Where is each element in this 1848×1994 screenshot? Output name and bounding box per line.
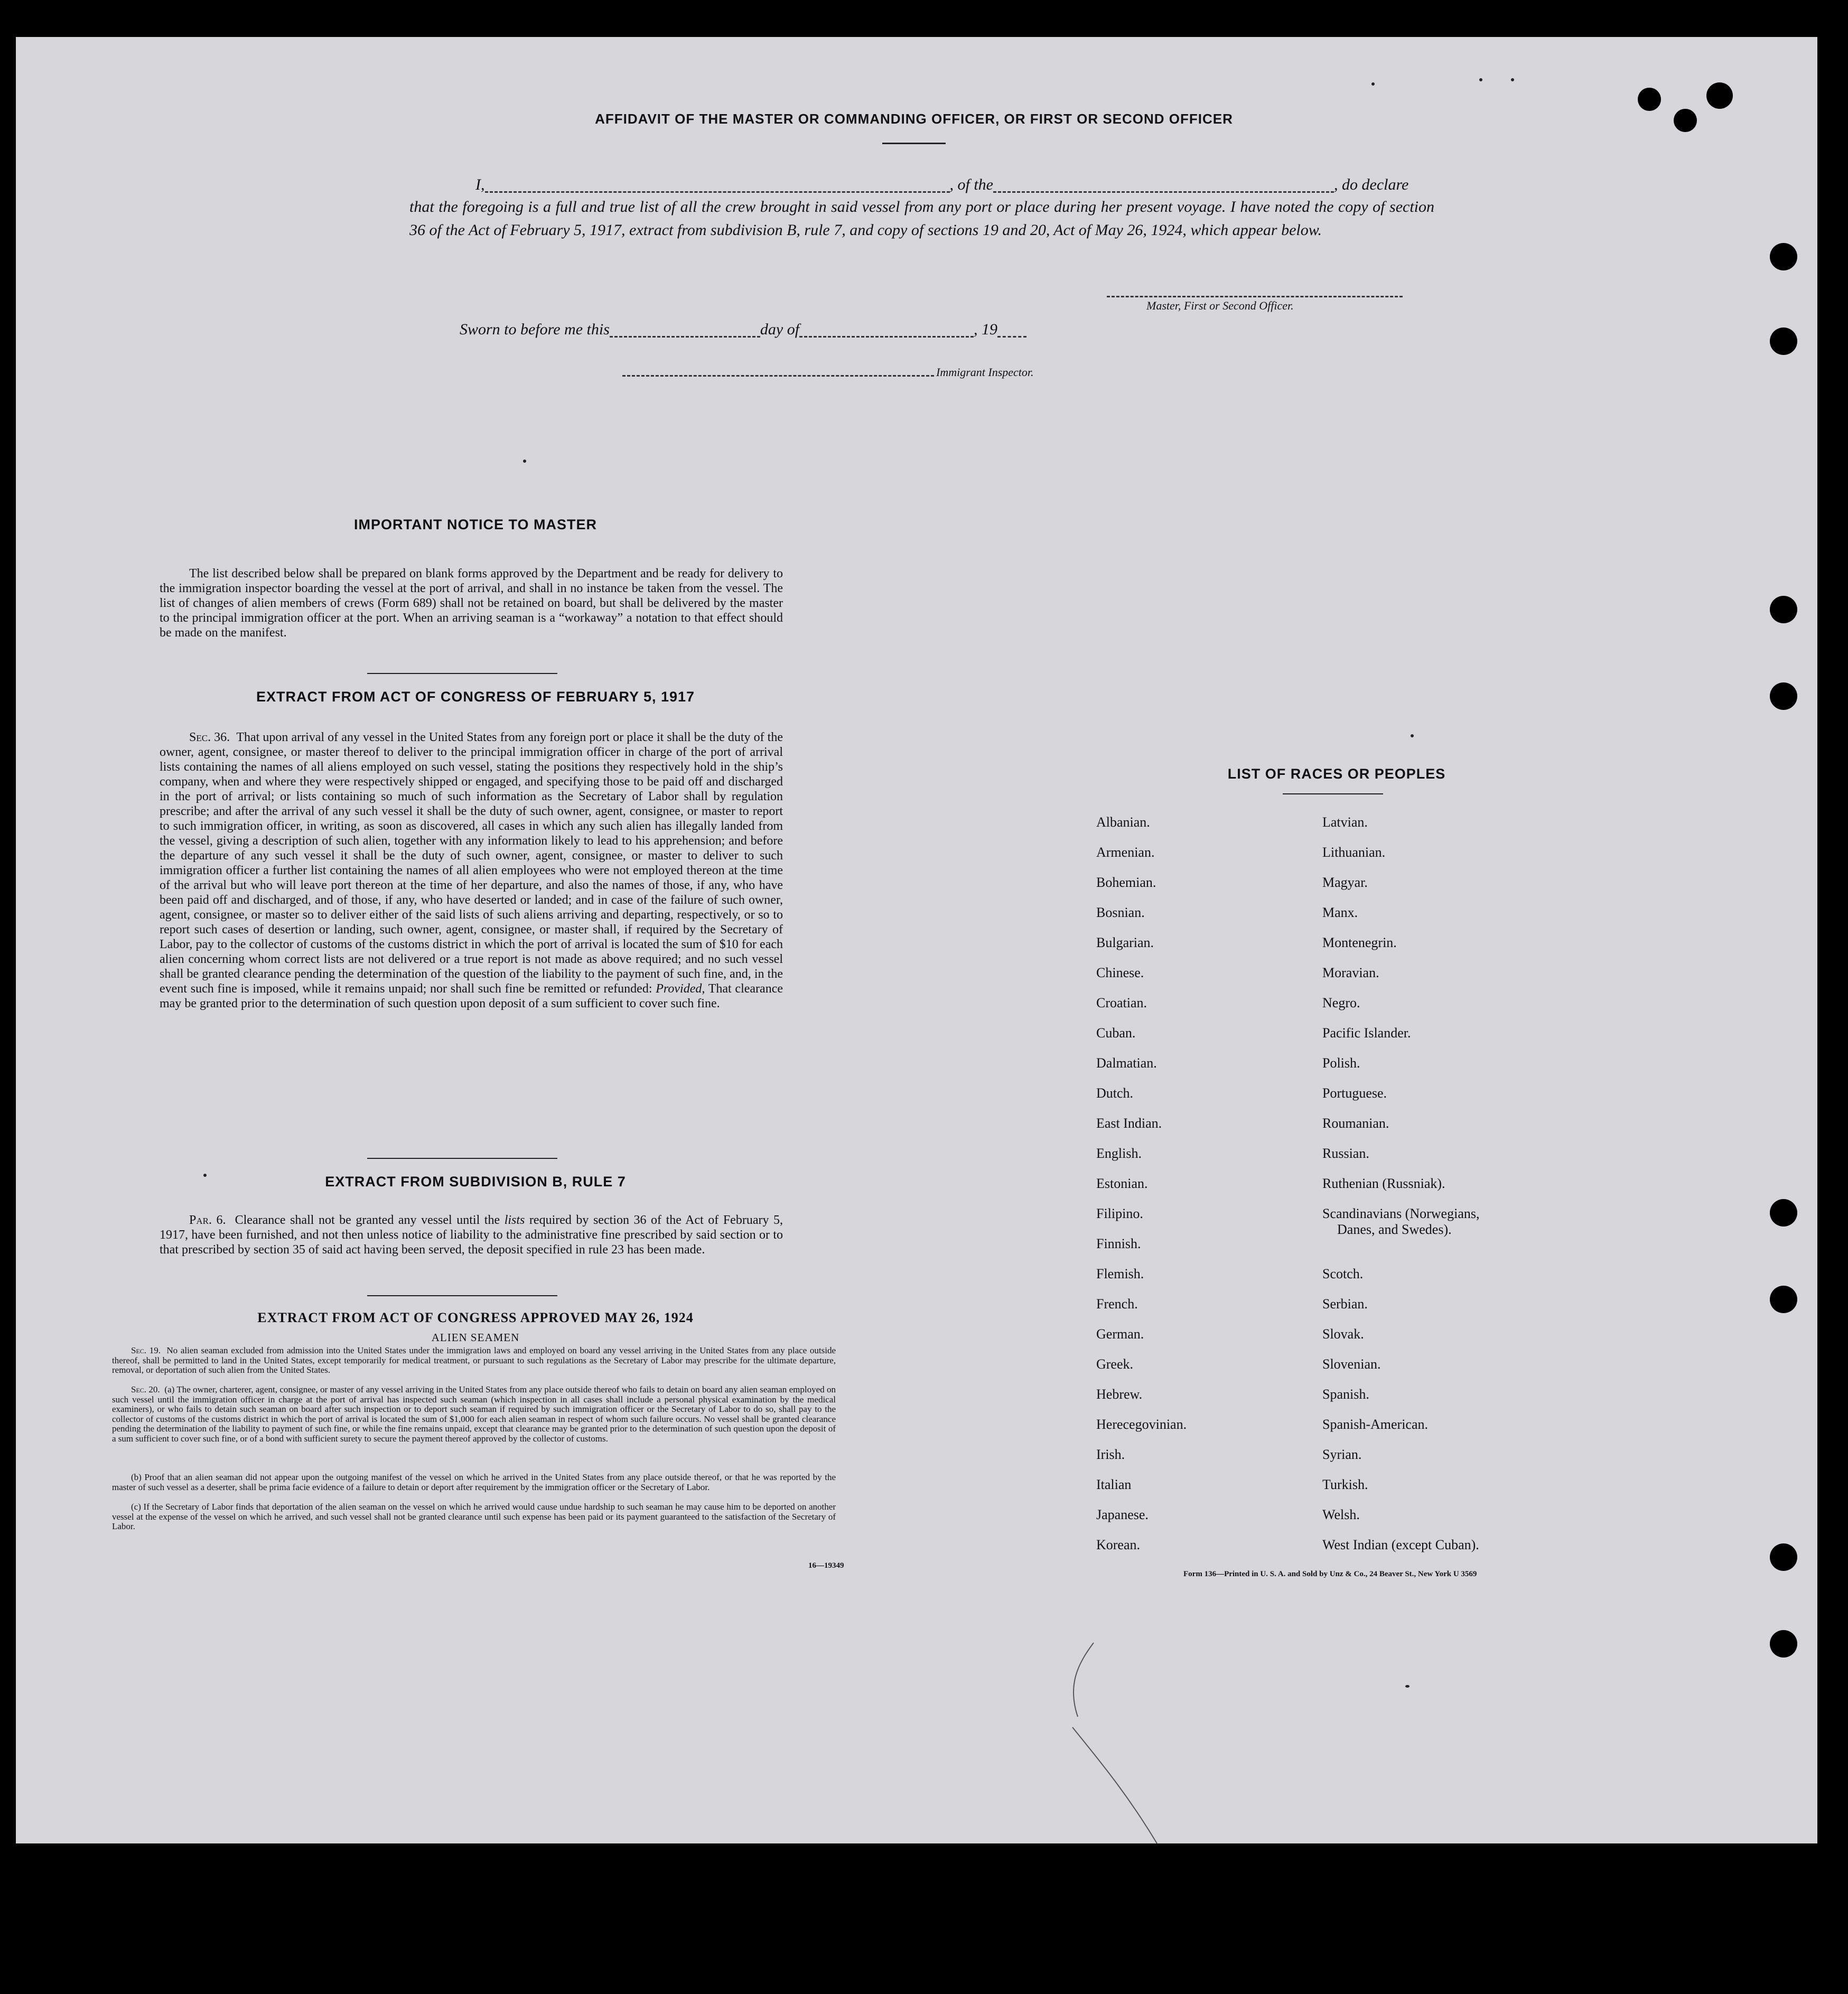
speck bbox=[1405, 1685, 1410, 1688]
punch-hole bbox=[1770, 1286, 1797, 1313]
speck bbox=[1371, 82, 1375, 86]
act-1924-sec-19: Sec. 19. No alien seaman excluded from admission into the United States under the immigration laws and employed on board any vessel arriving in the United States from any place outside thereof, shall be permitted to land in the United States, except temporarily for medical treatment, or pursuant to such regulations as the Secretary of Labor may prescribe for the ultimate departure, removal, or deportation of such alien from the United States. bbox=[112, 1345, 836, 1375]
races-title: LIST OF RACES OR PEOPLES bbox=[1227, 766, 1446, 782]
race-item: French. bbox=[1096, 1296, 1138, 1312]
act-1924-sec-20c: (c) If the Secretary of Labor finds that deportation of the alien seaman on the vessel on which he arrived would cause undue hardship to such seaman he may cause him to be deported on another vessel at the expense of the vessel on which he arrived, and such vessel shall not be granted clearance until such expense has been paid or its payment guaranteed to the satisfaction of the Secretary of Labor. bbox=[112, 1502, 836, 1531]
name-blank[interactable] bbox=[485, 180, 950, 193]
race-item: Ruthenian (Russniak). bbox=[1322, 1176, 1445, 1191]
affidavit-title: AFFIDAVIT OF THE MASTER OR COMMANDING OFFICER, OR FIRST OR SECOND OFFICER bbox=[595, 111, 1233, 127]
scratch-mark bbox=[1062, 1632, 1183, 1843]
act-1924-sec-20a: Sec. 20. (a) The owner, charterer, agent, consignee, or master of any vessel arriving in the United States from any place outside thereof who fails to detain on board any alien seaman employed on such vessel until the immigration officer in charge at the port of arrival has inspected such seaman (which inspection in all cases shall include a personal physical examination by the medical examiners), or who fails to detain such seaman on board after such inspection or to deport such seaman if required by such immigration officer or the Secretary of Labor to do so, shall pay to the collector of customs of the customs district in which the port of arrival is located the sum of $1,000 for each alien seaman in respect of whom such failure occurs. No vessel shall be granted clearance pending the determination of the liability to payment of such fine, or while the fine remains unpaid, except that clearance may be granted prior to the determination of such question upon the deposit of a sum sufficient to cover such fine, or of a bond with sufficient surety to secure the payment thereof approved by the collector of customs. bbox=[112, 1384, 836, 1444]
punch-hole bbox=[1770, 682, 1797, 710]
inspector-signature-line[interactable] bbox=[622, 375, 934, 377]
speck bbox=[523, 460, 526, 463]
race-item: Welsh. bbox=[1322, 1507, 1360, 1522]
race-item: Japanese. bbox=[1096, 1507, 1149, 1522]
punch-hole bbox=[1638, 88, 1661, 111]
race-item: Finnish. bbox=[1096, 1236, 1141, 1251]
act-1924-title: EXTRACT FROM ACT OF CONGRESS APPROVED MAY 26, 1924 bbox=[257, 1310, 694, 1325]
race-item: West Indian (except Cuban). bbox=[1322, 1537, 1479, 1552]
punch-hole bbox=[1770, 1199, 1797, 1227]
race-item: Magyar. bbox=[1322, 875, 1368, 890]
inspector-caption: Immigrant Inspector. bbox=[936, 366, 1034, 379]
race-item: Bulgarian. bbox=[1096, 935, 1154, 950]
race-item: Latvian. bbox=[1322, 815, 1368, 830]
race-item: Spanish-American. bbox=[1322, 1417, 1429, 1432]
race-item: Croatian. bbox=[1096, 995, 1147, 1010]
punch-hole bbox=[1770, 243, 1797, 270]
race-item: German. bbox=[1096, 1326, 1144, 1342]
punch-hole bbox=[1770, 1543, 1797, 1571]
race-item: Serbian. bbox=[1322, 1296, 1368, 1312]
act-1924-subtitle: ALIEN SEAMEN bbox=[431, 1331, 520, 1344]
extract-1917-body: Sec. 36. That upon arrival of any vessel in the United States from any foreign port or place it shall be the duty of the owner, agent, consignee, or master thereof to deliver to the principal immigration officer in charge of the port of arrival lists containing the names of all aliens employed on such vessel, stating the positions they respectively hold in the ship’s company, when and where they were respectively shipped or engaged, and specifying those to be paid off and discharged in the port of arrival; or lists containing so much of such information as the Secretary of Labor shall by regulation prescribe; and after the arrival of any such vessel it shall be the duty of such owner, agent, consignee, or master to report to such immigration officer, in writing, as soon as discovered, all cases in which any such alien has illegally landed from the vessel, giving a description of such alien, together with any information likely to lead to his apprehension; and before the departure of any such vessel it shall be the duty of such owner, agent, consignee, or master to deliver to such immigration officer a further list containing the names of all alien employees who were not employed thereon at the time of the arrival but who will leave port thereon at the time of her departure, and also the names of those, if any, who have been paid off and discharged, and of those, if any, who have deserted or landed; and in case of the failure of such owner, agent, consignee, or master so to deliver either of the said lists of such aliens arriving and departing, respectively, or so to report such cases of desertion or landing, such owner, agent, consignee, or master shall, if required by the Secretary of Labor, pay to the collector of customs of the customs district in which the port of arrival is located the sum of $10 for each alien concerning whom correct lists are not delivered or a true report is not made as above required; and no such vessel shall be granted clearance pending the determination of the question of the liability to the payment of such fine, and, in the event such fine is imposed, while it remains unpaid; nor shall such fine be remitted or refunded: Provided, That clearance may be granted prior to the determination of such question upon deposit of a sum sufficient to cover such fine. bbox=[160, 731, 783, 1010]
race-item: Scotch. bbox=[1322, 1266, 1364, 1281]
sworn-month-blank[interactable] bbox=[799, 324, 974, 338]
sworn-day-blank[interactable] bbox=[610, 324, 760, 338]
title-rule bbox=[882, 143, 946, 144]
notice-body: The list described below shall be prepared on blank forms approved by the Department and be ready for delivery to the immigration inspector boarding the vessel at the port of arrival, and shall in no instance be taken from the vessel. The list of changes of alien members of crews (Form 689) shall not be retained on board, but shall be delivered by the master to the principal immigration officer at the port. When an arriving seaman is a “workaway” a notation to that effect should be made on the manifest. bbox=[160, 567, 783, 640]
affidavit-body: that the foregoing is a full and true list of all the crew brought in said vessel from any port or place during her present voyage. I have noted the copy of section 36 of the Act of February 5, 1917, extract from subdivision B, rule 7, and copy of sections 19 and 20, Act of May 26, 1924, which appear below. bbox=[409, 198, 1434, 239]
race-item: Bosnian. bbox=[1096, 905, 1145, 920]
speck bbox=[1411, 734, 1414, 737]
race-item: Syrian. bbox=[1322, 1447, 1362, 1462]
sworn-year-blank[interactable] bbox=[997, 324, 1026, 338]
speck bbox=[1479, 78, 1482, 81]
race-item: Slovak. bbox=[1322, 1326, 1364, 1342]
section-rule bbox=[367, 673, 557, 674]
race-item: Portuguese. bbox=[1322, 1085, 1387, 1101]
affidavit-declaration-line: I, , of the , do declare bbox=[475, 176, 1409, 193]
punch-hole bbox=[1770, 596, 1797, 623]
race-item: Negro. bbox=[1322, 995, 1360, 1010]
race-item: Armenian. bbox=[1096, 845, 1155, 860]
race-item: Bohemian. bbox=[1096, 875, 1156, 890]
race-item: East Indian. bbox=[1096, 1116, 1162, 1131]
punch-hole bbox=[1770, 1630, 1797, 1658]
punch-hole bbox=[1770, 327, 1797, 355]
sworn-line: Sworn to before me this day of , 19 bbox=[460, 318, 1146, 341]
section-rule bbox=[367, 1295, 557, 1296]
race-item: Polish. bbox=[1322, 1055, 1360, 1071]
signature-line[interactable] bbox=[1107, 296, 1403, 297]
race-item: Filipino. bbox=[1096, 1206, 1143, 1221]
section-rule bbox=[367, 1158, 557, 1159]
form-code: 16—19349 bbox=[808, 1561, 844, 1570]
speck bbox=[203, 1174, 207, 1177]
signature-caption: Master, First or Second Officer. bbox=[1146, 299, 1294, 312]
race-item: Korean. bbox=[1096, 1537, 1141, 1552]
punch-hole bbox=[1706, 82, 1733, 109]
race-item: Estonian. bbox=[1096, 1176, 1148, 1191]
race-item: Herecegovinian. bbox=[1096, 1417, 1187, 1432]
race-item: Flemish. bbox=[1096, 1266, 1144, 1281]
race-item: Irish. bbox=[1096, 1447, 1125, 1462]
vessel-blank[interactable] bbox=[993, 180, 1334, 193]
race-item: Greek. bbox=[1096, 1356, 1134, 1372]
notice-title: IMPORTANT NOTICE TO MASTER bbox=[354, 517, 597, 532]
race-item: Scandinavians (Norwegians, bbox=[1322, 1206, 1480, 1221]
race-item: English. bbox=[1096, 1146, 1142, 1161]
race-item: Pacific Islander. bbox=[1322, 1025, 1411, 1041]
race-item: Slovenian. bbox=[1322, 1356, 1381, 1372]
race-item: Chinese. bbox=[1096, 965, 1144, 980]
race-item: Cuban. bbox=[1096, 1025, 1136, 1041]
document-page bbox=[16, 37, 1817, 1843]
extract-1917-title: EXTRACT FROM ACT OF CONGRESS OF FEBRUARY 5, 1917 bbox=[256, 689, 695, 705]
race-item: Russian. bbox=[1322, 1146, 1369, 1161]
race-item: Danes, and Swedes). bbox=[1337, 1222, 1452, 1237]
form-imprint: Form 136—Printed in U. S. A. and Sold by Unz & Co., 24 Beaver St., New York U 3569 bbox=[1183, 1570, 1477, 1578]
rule-7-body: Par. 6. Clearance shall not be granted any vessel until the lists required by section 36 of the Act of February 5, 1917, have been furnished, and not then unless notice of liability to the administrative fine prescribed by said section or to that prescribed by section 35 of said act having been served, the deposit specified in rule 23 has been made. bbox=[160, 1213, 783, 1257]
rule-7-title: EXTRACT FROM SUBDIVISION B, RULE 7 bbox=[325, 1174, 626, 1190]
race-item: Moravian. bbox=[1322, 965, 1379, 980]
race-item: Lithuanian. bbox=[1322, 845, 1386, 860]
race-item: Turkish. bbox=[1322, 1477, 1368, 1492]
race-item: Dalmatian. bbox=[1096, 1055, 1157, 1071]
race-item: Dutch. bbox=[1096, 1085, 1134, 1101]
race-item: Italian bbox=[1096, 1477, 1132, 1492]
race-item: Montenegrin. bbox=[1322, 935, 1397, 950]
races-title-rule bbox=[1283, 793, 1383, 794]
race-item: Hebrew. bbox=[1096, 1387, 1143, 1402]
speck bbox=[1511, 78, 1514, 81]
race-item: Albanian. bbox=[1096, 815, 1150, 830]
race-item: Spanish. bbox=[1322, 1387, 1369, 1402]
race-item: Manx. bbox=[1322, 905, 1358, 920]
race-item: Roumanian. bbox=[1322, 1116, 1389, 1131]
act-1924-sec-20b: (b) Proof that an alien seaman did not appear upon the outgoing manifest of the vessel on which he arrived in the United States from any place outside thereof, or that he was reported by the master of such vessel as a deserter, shall be prima facie evidence of a failure to detain or deport after requirement by the immigration officer or the Secretary of Labor. bbox=[112, 1472, 836, 1492]
